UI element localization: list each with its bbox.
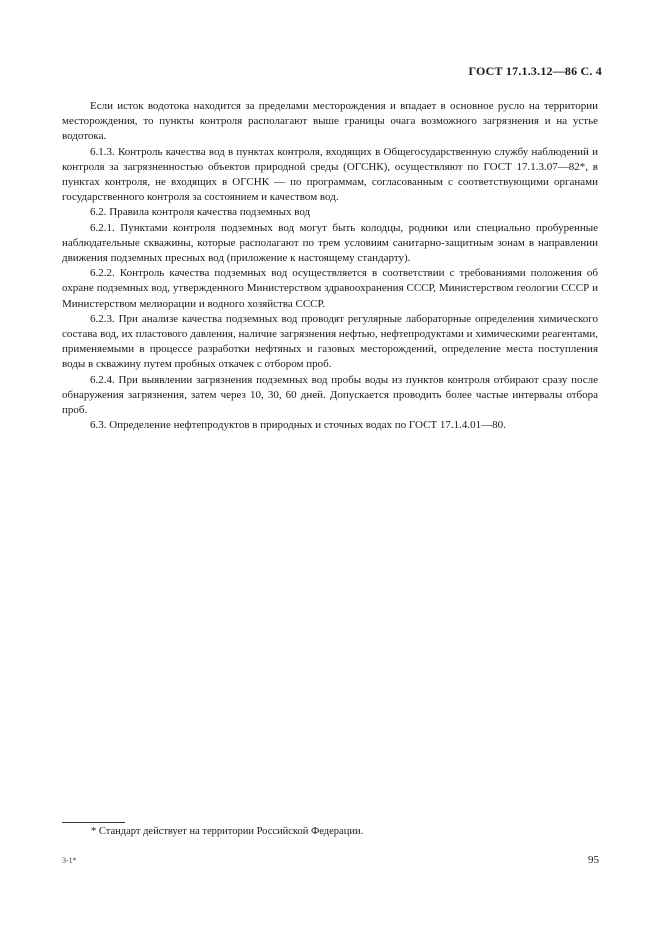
body-text (62, 99, 598, 433)
paragraph: 6.2. Правила контроля качества подземных вод (90, 206, 311, 219)
paragraph: Если исток водотока находится за пределами месторождения и впадает в основное русло на территории месторождения, то пункты контроля располагают выше границы очага возможного загрязнения и на устье водотока. (62, 100, 598, 143)
footnote-divider (62, 822, 125, 823)
paragraph: 6.2.1. Пунктами контроля подземных вод могут быть колодцы, родники или специально пробуренные наблюдательные скважины, которые располагают по трем условиям санитарно-защитным зонам в направлении движения подземных пресных вод (приложение к настоящему стандарту). (62, 221, 598, 265)
footnote: * Стандарт действует на территории Российской Федерации. (91, 826, 364, 837)
paragraph: 6.3. Определение нефтепродуктов в природных и сточных водах по ГОСТ 17.1.4.01—80. (90, 419, 506, 432)
paragraph: 6.2.2. Контроль качества подземных вод осуществляется в соответствии с требованиями положения об охране подземных вод, утвержденного Министерством здравоохранения СССР, Министерством геологии СССР и Министерством мелиорации и водного хозяйства СССР. (62, 267, 598, 310)
paragraph: 6.2.3. При анализе качества подземных вод проводят регулярные лабораторные определения химического состава вод, их пластового давления, наличие загрязнения нефтью, нефтепродуктами и химическими реагентами, применяемыми в процессе разработки нефтяных и газовых месторождений, определение места поступления воды в скважину путем пробных откачек с отбором проб. (62, 312, 598, 371)
paragraph: 6.2.4. При выявлении загрязнения подземных вод пробы воды из пунктов контроля отбирают сразу после обнаружения загрязнения, затем через 10, 30, 60 дней. Допускается проводить более частые интервалы отбора проб. (62, 373, 598, 417)
paragraph: 6.1.3. Контроль качества вод в пунктах контроля, входящих в Общегосударственную службу наблюдений и контроля за загрязненностью объектов природной среды (ОГСНК), осуществляют по ГОСТ 17.1.3.07—82*, в пунктах контроля, не входящих в ОГСНК — по программам, согласованным с соответствующими органами государственного контроля за состоянием и качеством вод. (62, 145, 598, 204)
page-number: 95 (588, 854, 599, 866)
page-header: ГОСТ 17.1.3.12—86 С. 4 (468, 64, 602, 78)
print-signature: 3-1* (62, 856, 77, 865)
